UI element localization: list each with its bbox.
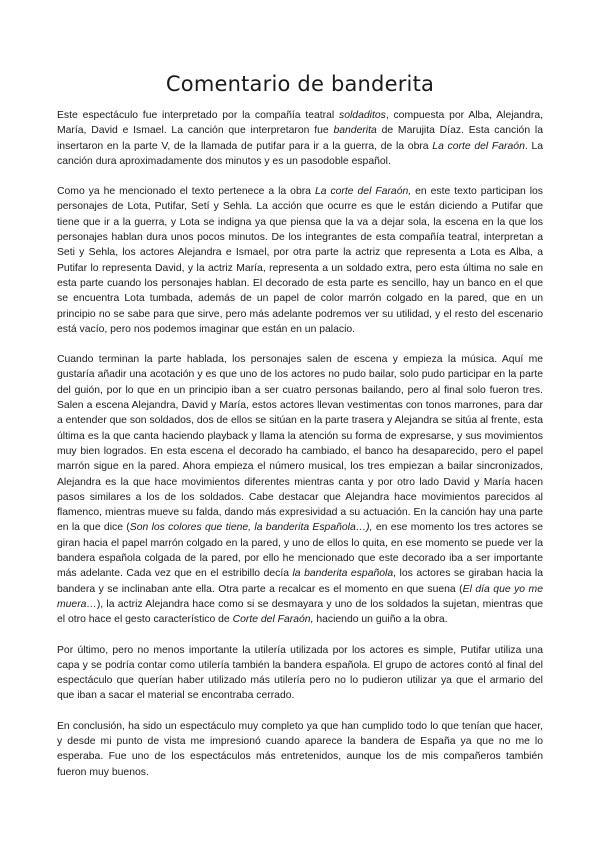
document-title: Comentario de banderita	[165, 72, 435, 96]
paragraph-props: Por último, pero no menos importante la utilería utilizada por los actores es simple, Putifar utiliza una capa y se podría contar como utilería también la bandera española. El grupo de actores contó al final del espectáculo que querían haber utilizado más utilería pero no lo pudieron utilizar ya que el armario del que iban a sacar el material se encontraba cerrado.	[57, 644, 543, 702]
paragraph-musical-part: Cuando terminan la parte hablada, los personajes salen de escena y empieza la música. Aquí me gustaría añadir una acotación y es que uno de los actores no pudo bailar, solo pudo participar en la parte del guión, por lo que en un principio iban a ser cuatro personas bailando, pero al final solo fueron tres. Salen a escena Alejandra, David y María, estos actores llevan vestimentas con tonos marrones, para dar a entender que son soldados, dos de ellos se sitúan en la parte trasera y Alejandra se sitúa al frente, esta última es la que canta haciendo playback y llama la atención su forma de expresarse, y sus movimientos muy bien logrados. En esta escena el decorado ha cambiado, el banco ha desaparecido, pero el papel marrón sigue en la pared. Ahora empieza el número musical, los tres empiezan a bailar sincronizados, Alejandra es la que hace movimientos diferentes mientras canta y por otro lado David y María hacen pasos similares a los de los soldados. Cabe destacar que Alejandra hace movimientos parecidos al flamenco, mientras mueve su falda, dando más expresividad a su actuación. En la canción hay una parte en la que dice (Son los colores que tiene, la banderita Española…), en ese momento los tres actores se giran hacia el papel marrón colgado en la pared, y uno de ellos lo quita, en ese momento se puede ver la bandera española colgada de la pared, por ello he mencionado que este decorado iba a ser importante más adelante. Cada vez que en el estribillo decía la banderita española, los actores se giraban hacia la bandera y se inclinaban ante ella. Otra parte a recalcar es el momento en que suena (El día que yo me muera…), la actriz Alejandra hace como si se desmayara y uno de los soldados la sujetan, mientras que el otro hace el gesto característico de Corte del Faraón, haciendo un guiño a la obra.	[57, 354, 543, 626]
play-title: Corte del Faraón,	[232, 614, 314, 626]
lyric-quote: la banderita española	[292, 568, 394, 580]
song-title: banderita	[333, 125, 377, 137]
lyric-quote: El día que yo me muera…	[57, 583, 543, 610]
paragraph-intro: Este espectáculo fue interpretado por la compañía teatral soldaditos, compuesta por Alba, Alejandra, María, David e Ismael. La canción que interpretaron fue banderita de Marujita Díaz. Esta canción la insertaron en la parte V, de la llamada de putifar para ir a la guerra, de la obra La corte del Faraón. La canción dura aproximadamente dos minutos y es un pasodoble español.	[57, 110, 544, 167]
company-name: soldaditos	[339, 110, 386, 121]
play-title: La corte del Faraón	[432, 140, 525, 152]
paragraph-conclusion: En conclusión, ha sido un espectáculo muy completo ya que han cumplido todo lo que tenían que hacer, y desde mi punto de vista me impresionó cuando aparece la bandera de España ya que no me lo esperaba. Fue uno de los espectáculos más entretenidos, aunque los de mis compañeros también fueron muy buenos.	[57, 720, 543, 778]
lyric-quote: Son los colores que tiene, la banderita Española…),	[129, 522, 373, 534]
document-body	[57, 108, 543, 780]
play-title: La corte del Faraón,	[314, 186, 412, 198]
paragraph-spoken-part: Como ya he mencionado el texto pertenece a la obra La corte del Faraón, en este texto participan los personajes de Lota, Putifar, Setí y Sehla. La acción que ocurre es que le están diciendo a Putifar que tiene que ir a la guerra, y Lota se indigna ya que piensa que la va a dejar sola, la escena en la que los personajes hablan dura unos pocos minutos. De los integrantes de esta compañía teatral, interpretan a Seti y Sehla, los actores Alejandra e Ismael, por otra parte la actriz que representa a Lota es Alba, a Putifar lo representa David, y la actriz María, representa a un soldado extra, pero esta última no sale en esta parte cuando los personajes hablan. El decorado de esta parte es sencillo, hay un banco en el que se encuentra Lota tumbada, además de un papel de color marrón colgado en la pared, que en un principio no se sabe para que sirve, pero más adelante podremos ver su utilidad, y el resto del escenario está vacío, pero nos podemos imaginar que están en un palacio.	[57, 186, 544, 335]
